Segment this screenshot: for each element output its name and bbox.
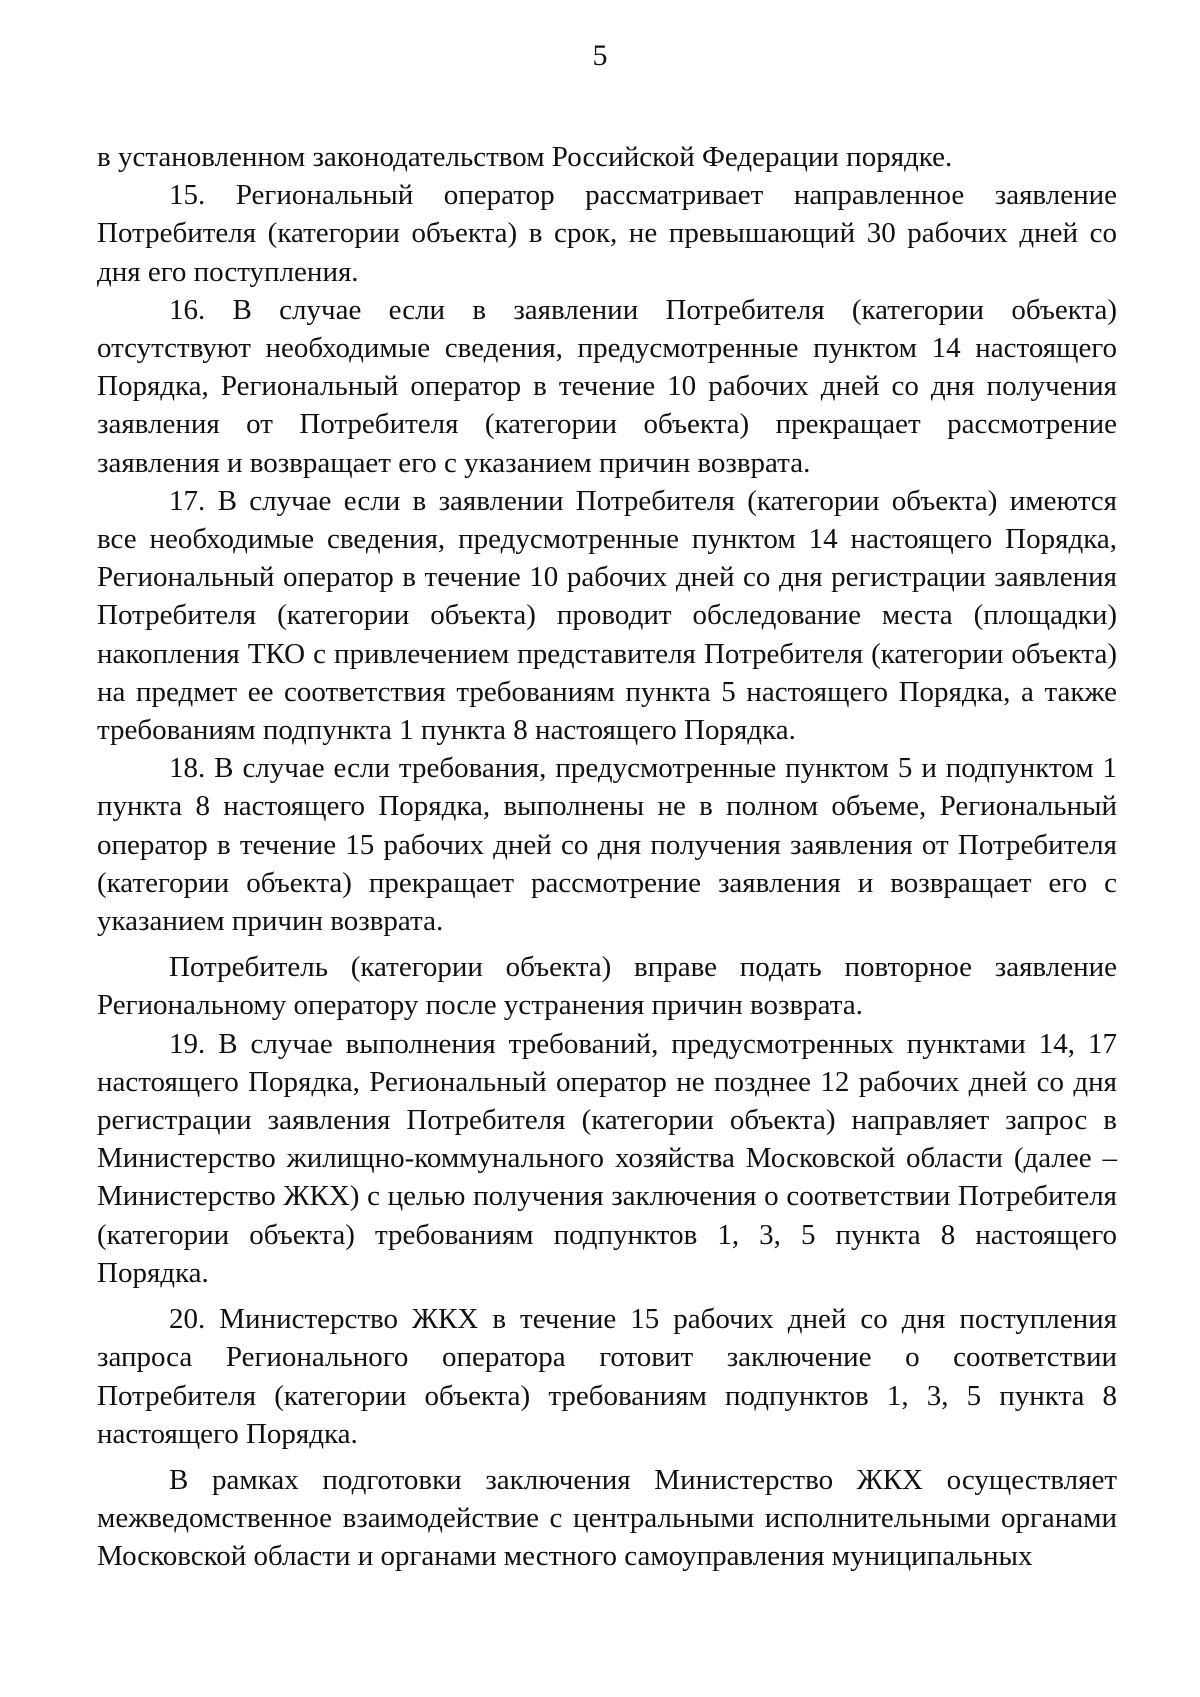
paragraph-item-19: 19. В случае выполнения требований, предусмотренных пунктами 14, 17 настоящего Порядка, Региональный оператор не позднее 12 рабочих дней со дня регистрации заявления Потребителя (категории объекта) направляет запрос в Министерство жилищно-коммунального хозяйства Московской области (далее – Министерство ЖКХ) с целью получения заключения о соответствии Потребителя (категории объекта) требованиям подпунктов 1, 3, 5 пункта 8 настоящего Порядка.	[97, 1027, 1117, 1289]
paragraph-item-16: 16. В случае если в заявлении Потребителя (категории объекта) отсутствуют необходимые сведения, предусмотренные пунктом 14 настоящего Порядка, Региональный оператор в течение 10 рабочих дней со дня получения заявления от Потребителя (категории объекта) прекращает рассмотрение заявления и возвращает его с указанием причин возврата.	[97, 293, 1117, 479]
paragraph-item-15: 15. Региональный оператор рассматривает направленное заявление Потребителя (категории объекта) в срок, не превышающий 30 рабочих дней со дня его поступления.	[97, 179, 1117, 288]
paragraph-item-20: 20. Министерство ЖКХ в течение 15 рабочих дней со дня поступления запроса Регионального оператора готовит заключение о соответствии Потребителя (категории объекта) требованиям подпунктов 1, 3, 5 пункта 8 настоящего Порядка.	[97, 1303, 1117, 1450]
paragraph-continuation: в установленном законодательством Российской Федерации порядке.	[97, 141, 953, 173]
paragraph-item-18: 18. В случае если требования, предусмотренные пунктом 5 и подпунктом 1 пункта 8 настоящего Порядка, выполнены не в полном объеме, Региональный оператор в течение 15 рабочих дней со дня получения заявления от Потребителя (категории объекта) прекращает рассмотрение заявления и возвращает его с указанием причин возврата.	[97, 752, 1117, 938]
page-number: 5	[592, 39, 608, 72]
paragraph-item-17: 17. В случае если в заявлении Потребителя (категории объекта) имеются все необходимые сведения, предусмотренные пунктом 14 настоящего Порядка, Региональный оператор в течение 10 рабочих дней со дня регистрации заявления Потребителя (категории объекта) проводит обследование места (площадки) накопления ТКО с привлечением представителя Потребителя (категории объекта) на предмет ее соответствия требованиям пункта 5 настоящего Порядка, а также требованиям подпункта 1 пункта 8 настоящего Порядка.	[97, 484, 1117, 747]
paragraph-interagency: В рамках подготовки заключения Министерство ЖКХ осуществляет межведомственное взаимодействие с центральными исполнительными органами Московской области и органами местного самоуправления муниципальных	[97, 1463, 1117, 1573]
document-body	[97, 138, 1117, 1576]
paragraph-resubmission: Потребитель (категории объекта) вправе подать повторное заявление Региональному оператору после устранения причин возврата.	[97, 951, 1117, 1022]
